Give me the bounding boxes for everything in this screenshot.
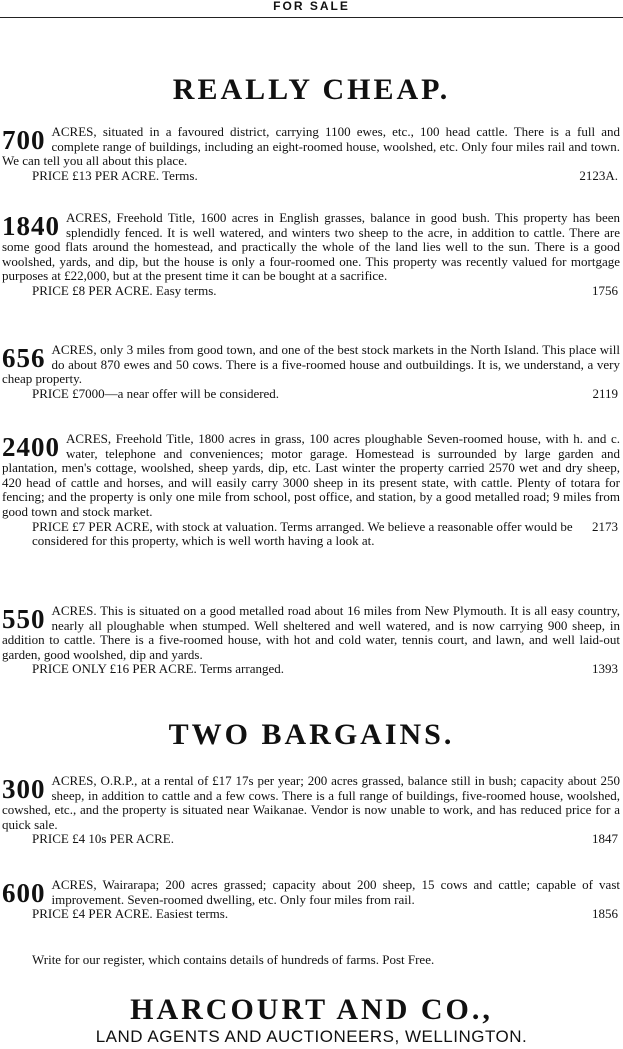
listing-acres: 2400 [2, 432, 60, 462]
listing-price-text: PRICE £7000—a near offer will be considered. [32, 385, 280, 401]
listing-price-text: PRICE £8 PER ACRE. Easy terms. [32, 282, 217, 298]
listing-700 [2, 125, 620, 183]
listing-600 [2, 878, 620, 922]
listing-acres: 656 [2, 343, 46, 373]
listing-656 [2, 343, 620, 401]
listing-price [2, 662, 620, 677]
listing-acres: 550 [2, 604, 46, 634]
heading-two-bargains: TWO BARGAINS. [168, 718, 455, 751]
listing-text: ACRES, only 3 miles from good town, and one of the best stock markets in the North Island. This place will do about 870 ewes and 50 cows. There is a five-roomed house and outbuildings. It is, we understand, a very cheap property. [2, 342, 620, 387]
register-note: Write for our register, which contains details of hundreds of farms. Post Free. [32, 952, 435, 967]
listing-acres: 1840 [2, 211, 60, 241]
listing-price [2, 907, 620, 922]
listing-text: ACRES, Freehold Title, 1800 acres in grass, 100 acres ploughable Seven-roomed house, with h. and c. water, telephone and conveniences; motor garage. Homestead is surrounded by large garden and plantation, men's cottage, woolshed, sheep yards, dip, etc. Last winter the property carried 2570 wet and dry sheep, 420 head of cattle and horses, and will easily carry 3000 sheep in its present state, with cattle. Plenty of totara for fencing; and the property is only one mile from school, post office, and station, by a good metalled road; 9 miles from good town and stock market. [2, 431, 620, 519]
listing-price-text: PRICE £4 PER ACRE. Easiest terms. [32, 906, 229, 922]
listing-code: 1756 [592, 282, 618, 298]
listing-code: 2173 [592, 518, 618, 534]
section-header-bar [0, 0, 623, 18]
listing-price-text: PRICE £7 PER ACRE, with stock at valuation. Terms arranged. We believe a reasonable offer would be considered for this property, which is well worth having a look at. [32, 518, 573, 549]
listing-1840 [2, 211, 620, 299]
listing-price [2, 832, 620, 847]
firm-tagline: LAND AGENTS AND AUCTIONEERS, WELLINGTON. [95, 1027, 528, 1046]
listing-code: 1847 [592, 831, 618, 847]
listing-acres: 700 [2, 125, 46, 155]
listing-text: ACRES. This is situated on a good metalled road about 16 miles from New Plymouth. It is all easy country, nearly all ploughable when stumped. Well sheltered and well watered, and is now carrying 900 sheep, in addition to cattle. There is a five-roomed house, with hot and cold water, tennis court, and lawn, and well laid-out garden, good woolshed, dip and yards. [2, 603, 620, 662]
listing-2400 [2, 432, 620, 549]
listing-acres: 600 [2, 878, 46, 908]
listing-code: 1393 [592, 661, 618, 677]
section-label: FOR SALE [273, 0, 350, 13]
listing-acres: 300 [2, 774, 46, 804]
listing-price [2, 169, 620, 184]
listing-550 [2, 604, 620, 677]
listing-price [2, 520, 620, 549]
listing-price-text: PRICE ONLY £16 PER ACRE. Terms arranged. [32, 661, 284, 677]
listing-text: ACRES, O.R.P., at a rental of £17 17s per year; 200 acres grassed, balance still in bush; capacity about 250 sheep, in addition to cattle and a few cows. There is a full range of buildings, five-roomed house, woolshed, cowshed, etc., and the property is situated near Waikanae. Vendor is now unable to work, and has reduced price for a quick sale. [2, 773, 620, 832]
listing-price-text: PRICE £13 PER ACRE. Terms. [32, 167, 198, 183]
listing-code: 2123A. [579, 167, 618, 183]
firm-name: HARCOURT AND CO., [130, 993, 493, 1026]
listing-code: 2119 [592, 385, 618, 401]
listing-price [2, 387, 620, 402]
listing-price-text: PRICE £4 10s PER ACRE. [32, 831, 174, 847]
listing-300 [2, 774, 620, 847]
listing-price [2, 284, 620, 299]
heading-really-cheap: REALLY CHEAP. [172, 73, 451, 106]
listing-text: ACRES, Freehold Title, 1600 acres in English grasses, balance in good bush. This property has been splendidly fenced. It is well watered, and winters two sheep to the acre, in addition to cattle. There are some good flats around the homestead, and practically the whole of the land lies well to the sun. There is a good woolshed, yards, and dip, but the house is only a four-roomed one. This property was recently valued for mortgage purposes at £22,000, but at the present time it can be bought at a sacrifice. [2, 210, 620, 284]
listing-text: ACRES, situated in a favoured district, carrying 1100 ewes, etc., 100 head cattle. There is a full and complete range of buildings, including an eight-roomed house, woolshed, etc. Only four miles rail and town. We can tell you all about this place. [2, 124, 620, 169]
listing-code: 1856 [592, 906, 618, 922]
listing-text: ACRES, Wairarapa; 200 acres grassed; capacity about 200 sheep, 15 cows and cattle; capable of vast improvement. Seven-roomed dwelling, etc. Only four miles from rail. [51, 877, 620, 907]
